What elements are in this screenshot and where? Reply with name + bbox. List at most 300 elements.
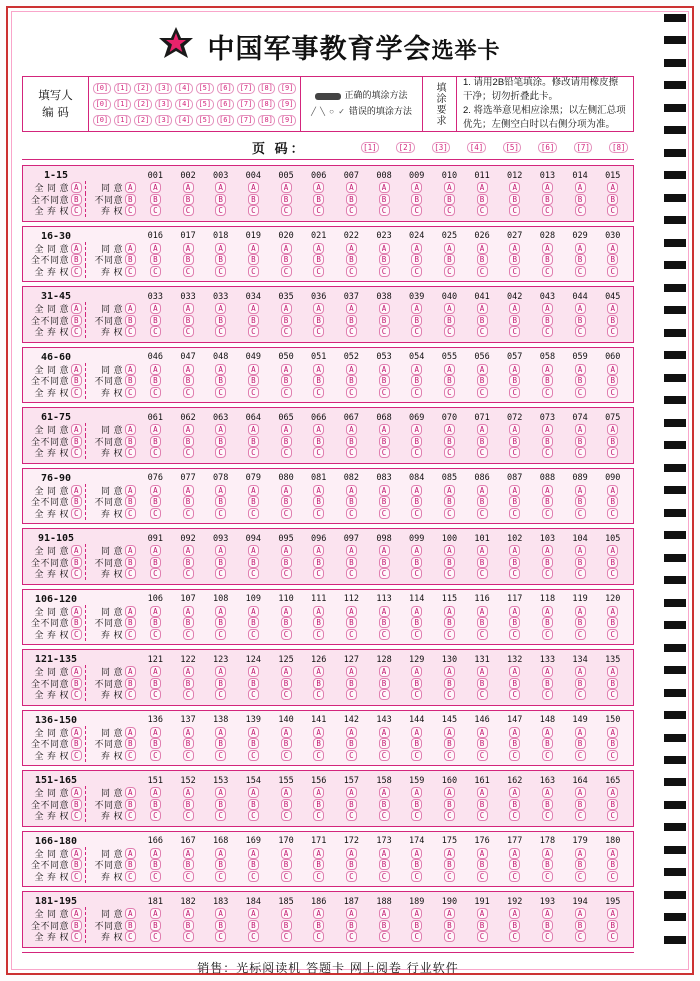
item-option-bubble[interactable]: C [125,387,136,398]
answer-bubble[interactable]: C [346,689,357,700]
summary-option-bubble[interactable]: B [71,557,82,568]
answer-bubble[interactable]: A [281,666,292,677]
answer-bubble[interactable]: A [215,666,226,677]
answer-bubble[interactable]: A [248,364,259,375]
answer-bubble[interactable]: B [346,375,357,386]
code-bubble[interactable]: [0] [93,99,111,110]
summary-option-bubble[interactable]: A [71,243,82,254]
code-bubble[interactable]: [8] [258,99,276,110]
answer-bubble[interactable]: C [313,568,324,579]
summary-option-bubble[interactable]: B [71,254,82,265]
answer-bubble[interactable]: A [607,727,618,738]
answer-bubble[interactable]: C [379,326,390,337]
page-code-bubble[interactable]: [1] [361,142,380,153]
answer-bubble[interactable]: C [542,810,553,821]
summary-option-bubble[interactable]: A [71,908,82,919]
answer-bubble[interactable]: B [346,496,357,507]
answer-bubble[interactable]: C [215,810,226,821]
item-option-bubble[interactable]: C [125,931,136,942]
answer-bubble[interactable]: A [575,182,586,193]
answer-bubble[interactable]: B [379,496,390,507]
answer-bubble[interactable]: B [346,859,357,870]
item-option-bubble[interactable]: C [125,326,136,337]
answer-bubble[interactable]: A [575,606,586,617]
answer-bubble[interactable]: C [150,750,161,761]
item-option-bubble[interactable]: A [125,908,136,919]
answer-bubble[interactable]: C [509,387,520,398]
answer-bubble[interactable]: B [444,315,455,326]
answer-bubble[interactable]: C [215,871,226,882]
answer-bubble[interactable]: A [150,606,161,617]
answer-bubble[interactable]: A [313,424,324,435]
answer-bubble[interactable]: A [575,908,586,919]
answer-bubble[interactable]: A [444,182,455,193]
answer-bubble[interactable]: B [281,678,292,689]
answer-bubble[interactable]: C [346,266,357,277]
answer-bubble[interactable]: A [281,545,292,556]
answer-bubble[interactable]: C [183,266,194,277]
summary-option-bubble[interactable]: A [71,303,82,314]
answer-bubble[interactable]: A [477,606,488,617]
summary-option-bubble[interactable]: C [71,689,82,700]
answer-bubble[interactable]: B [346,799,357,810]
answer-bubble[interactable]: C [477,387,488,398]
answer-bubble[interactable]: B [150,254,161,265]
answer-bubble[interactable]: A [379,908,390,919]
answer-bubble[interactable]: B [215,315,226,326]
answer-bubble[interactable]: A [509,908,520,919]
answer-bubble[interactable]: C [248,629,259,640]
answer-bubble[interactable]: A [411,182,422,193]
answer-bubble[interactable]: A [215,727,226,738]
answer-bubble[interactable]: B [575,738,586,749]
answer-bubble[interactable]: C [379,568,390,579]
answer-bubble[interactable]: A [183,243,194,254]
answer-bubble[interactable]: A [313,182,324,193]
answer-bubble[interactable]: B [215,557,226,568]
answer-bubble[interactable]: B [313,678,324,689]
answer-bubble[interactable]: A [183,303,194,314]
answer-bubble[interactable]: C [444,205,455,216]
answer-bubble[interactable]: C [215,568,226,579]
answer-bubble[interactable]: C [575,629,586,640]
answer-bubble[interactable]: C [346,326,357,337]
answer-bubble[interactable]: A [281,364,292,375]
answer-bubble[interactable]: C [509,266,520,277]
answer-bubble[interactable]: B [411,859,422,870]
code-bubble[interactable]: [8] [258,115,276,126]
answer-bubble[interactable]: A [248,303,259,314]
answer-bubble[interactable]: A [477,727,488,738]
answer-bubble[interactable]: C [575,266,586,277]
answer-bubble[interactable]: A [509,727,520,738]
answer-bubble[interactable]: A [542,424,553,435]
answer-bubble[interactable]: C [444,447,455,458]
summary-option-bubble[interactable]: C [71,447,82,458]
summary-option-bubble[interactable]: A [71,485,82,496]
answer-bubble[interactable]: A [313,485,324,496]
answer-bubble[interactable]: B [183,496,194,507]
answer-bubble[interactable]: B [542,920,553,931]
summary-option-bubble[interactable]: B [71,315,82,326]
answer-bubble[interactable]: A [248,485,259,496]
summary-option-bubble[interactable]: C [71,205,82,216]
answer-bubble[interactable]: B [346,315,357,326]
answer-bubble[interactable]: B [215,799,226,810]
answer-bubble[interactable]: B [379,859,390,870]
answer-bubble[interactable]: B [509,859,520,870]
answer-bubble[interactable]: C [575,205,586,216]
answer-bubble[interactable]: B [575,496,586,507]
answer-bubble[interactable]: B [444,194,455,205]
answer-bubble[interactable]: C [215,447,226,458]
answer-bubble[interactable]: B [281,617,292,628]
page-code-bubbles[interactable] [361,142,634,153]
answer-bubble[interactable]: B [444,799,455,810]
answer-bubble[interactable]: B [313,254,324,265]
answer-bubble[interactable]: B [575,920,586,931]
answer-bubble[interactable]: C [248,931,259,942]
answer-bubble[interactable]: A [542,727,553,738]
answer-bubble[interactable]: A [477,908,488,919]
answer-bubble[interactable]: C [575,387,586,398]
answer-bubble[interactable]: C [215,931,226,942]
answer-bubble[interactable]: B [346,678,357,689]
item-option-bubble[interactable]: B [125,254,136,265]
answer-bubble[interactable]: A [509,606,520,617]
answer-bubble[interactable]: B [477,678,488,689]
answer-bubble[interactable]: A [248,666,259,677]
answer-bubble[interactable]: A [575,424,586,435]
answer-bubble[interactable]: A [313,666,324,677]
answer-bubble[interactable]: C [248,326,259,337]
code-bubble[interactable]: [6] [217,99,235,110]
answer-bubble[interactable]: B [150,436,161,447]
answer-bubble[interactable]: A [379,243,390,254]
answer-bubble[interactable]: C [607,810,618,821]
answer-bubble[interactable]: B [575,678,586,689]
answer-bubble[interactable]: B [607,194,618,205]
answer-bubble[interactable]: A [346,485,357,496]
answer-bubble[interactable]: A [542,364,553,375]
answer-bubble[interactable]: A [346,182,357,193]
answer-bubble[interactable]: B [607,920,618,931]
answer-bubble[interactable]: B [411,436,422,447]
answer-bubble[interactable]: C [281,266,292,277]
answer-bubble[interactable]: C [379,689,390,700]
answer-bubble[interactable]: C [542,326,553,337]
answer-bubble[interactable]: C [411,629,422,640]
answer-bubble[interactable]: A [607,182,618,193]
answer-bubble[interactable]: C [150,326,161,337]
answer-bubble[interactable]: B [281,496,292,507]
answer-bubble[interactable]: C [281,387,292,398]
answer-bubble[interactable]: A [150,848,161,859]
answer-bubble[interactable]: C [313,871,324,882]
answer-bubble[interactable]: C [215,508,226,519]
answer-bubble[interactable]: A [313,303,324,314]
answer-bubble[interactable]: C [379,447,390,458]
answer-bubble[interactable]: B [477,194,488,205]
answer-bubble[interactable]: A [444,606,455,617]
answer-bubble[interactable]: B [150,859,161,870]
answer-bubble[interactable]: C [607,629,618,640]
answer-bubble[interactable]: B [248,375,259,386]
answer-bubble[interactable]: A [248,727,259,738]
answer-bubble[interactable]: B [215,496,226,507]
answer-bubble[interactable]: B [607,557,618,568]
answer-bubble[interactable]: B [183,859,194,870]
page-code-bubble[interactable]: [7] [574,142,593,153]
item-option-bubble[interactable]: B [125,557,136,568]
answer-bubble[interactable]: A [379,848,390,859]
answer-bubble[interactable]: B [509,799,520,810]
answer-bubble[interactable]: A [444,243,455,254]
answer-bubble[interactable]: A [542,787,553,798]
answer-bubble[interactable]: B [444,496,455,507]
answer-bubble[interactable]: B [150,496,161,507]
answer-bubble[interactable]: C [444,750,455,761]
answer-bubble[interactable]: C [346,447,357,458]
answer-bubble[interactable]: B [477,436,488,447]
answer-bubble[interactable]: A [248,606,259,617]
answer-bubble[interactable]: A [444,364,455,375]
answer-bubble[interactable]: A [607,364,618,375]
answer-bubble[interactable]: C [150,387,161,398]
answer-bubble[interactable]: B [248,617,259,628]
answer-bubble[interactable]: C [313,689,324,700]
answer-bubble[interactable]: A [444,545,455,556]
answer-bubble[interactable]: C [575,810,586,821]
answer-bubble[interactable]: A [575,666,586,677]
answer-bubble[interactable]: A [215,848,226,859]
answer-bubble[interactable]: B [379,557,390,568]
answer-bubble[interactable]: C [607,266,618,277]
answer-bubble[interactable]: B [607,799,618,810]
answer-bubble[interactable]: C [248,750,259,761]
item-option-bubble[interactable]: C [125,689,136,700]
answer-bubble[interactable]: B [379,315,390,326]
answer-bubble[interactable]: A [411,364,422,375]
answer-bubble[interactable]: C [607,750,618,761]
answer-bubble[interactable]: C [444,871,455,882]
answer-bubble[interactable]: B [411,557,422,568]
answer-bubble[interactable]: A [477,485,488,496]
answer-bubble[interactable]: B [150,738,161,749]
answer-bubble[interactable]: C [150,266,161,277]
answer-bubble[interactable]: B [215,436,226,447]
answer-bubble[interactable]: C [477,205,488,216]
answer-bubble[interactable]: C [509,689,520,700]
answer-bubble[interactable]: A [379,364,390,375]
answer-bubble[interactable]: C [607,447,618,458]
summary-option-bubble[interactable]: A [71,424,82,435]
answer-bubble[interactable]: A [248,545,259,556]
answer-bubble[interactable]: C [346,387,357,398]
item-option-bubble[interactable]: C [125,810,136,821]
answer-bubble[interactable]: B [346,557,357,568]
answer-bubble[interactable]: C [248,205,259,216]
answer-bubble[interactable]: A [575,243,586,254]
answer-bubble[interactable]: A [444,424,455,435]
item-option-bubble[interactable]: C [125,266,136,277]
answer-bubble[interactable]: B [281,375,292,386]
answer-bubble[interactable]: B [346,920,357,931]
answer-bubble[interactable]: A [183,182,194,193]
answer-bubble[interactable]: C [379,629,390,640]
answer-bubble[interactable]: A [150,364,161,375]
answer-bubble[interactable]: C [313,447,324,458]
code-bubble[interactable]: [1] [114,83,132,94]
answer-bubble[interactable]: B [607,436,618,447]
answer-bubble[interactable]: B [509,254,520,265]
answer-bubble[interactable]: A [215,485,226,496]
answer-bubble[interactable]: B [542,254,553,265]
answer-bubble[interactable]: A [150,243,161,254]
answer-bubble[interactable]: C [281,810,292,821]
answer-bubble[interactable]: A [607,485,618,496]
answer-bubble[interactable]: B [411,799,422,810]
answer-bubble[interactable]: B [542,194,553,205]
answer-bubble[interactable]: A [509,848,520,859]
answer-bubble[interactable]: C [150,810,161,821]
item-option-bubble[interactable]: B [125,436,136,447]
item-option-bubble[interactable]: A [125,848,136,859]
answer-bubble[interactable]: A [313,364,324,375]
answer-bubble[interactable]: A [607,908,618,919]
answer-bubble[interactable]: B [575,375,586,386]
answer-bubble[interactable]: A [183,727,194,738]
code-bubble[interactable]: [8] [258,83,276,94]
answer-bubble[interactable]: A [248,908,259,919]
answer-bubble[interactable]: B [183,194,194,205]
summary-option-bubble[interactable]: C [71,931,82,942]
answer-bubble[interactable]: A [281,606,292,617]
code-bubble[interactable]: [4] [175,83,193,94]
answer-bubble[interactable]: A [313,848,324,859]
summary-option-bubble[interactable]: A [71,606,82,617]
answer-bubble[interactable]: C [444,629,455,640]
answer-bubble[interactable]: C [183,750,194,761]
item-option-bubble[interactable]: B [125,194,136,205]
answer-bubble[interactable]: B [248,557,259,568]
answer-bubble[interactable]: A [346,545,357,556]
answer-bubble[interactable]: B [313,496,324,507]
answer-bubble[interactable]: B [150,315,161,326]
answer-bubble[interactable]: B [575,799,586,810]
answer-bubble[interactable]: B [575,557,586,568]
summary-option-bubble[interactable]: B [71,920,82,931]
answer-bubble[interactable]: B [379,920,390,931]
code-bubble[interactable]: [5] [196,83,214,94]
page-code-bubble[interactable]: [2] [396,142,415,153]
answer-bubble[interactable]: A [444,666,455,677]
answer-bubble[interactable]: B [477,496,488,507]
answer-bubble[interactable]: A [444,787,455,798]
item-option-bubble[interactable]: B [125,375,136,386]
answer-bubble[interactable]: A [607,848,618,859]
answer-bubble[interactable]: B [346,254,357,265]
answer-bubble[interactable]: B [477,859,488,870]
answer-bubble[interactable]: B [379,194,390,205]
answer-bubble[interactable]: A [575,787,586,798]
answer-bubble[interactable]: C [542,266,553,277]
answer-bubble[interactable]: C [509,629,520,640]
answer-bubble[interactable]: C [215,326,226,337]
answer-bubble[interactable]: C [444,266,455,277]
answer-bubble[interactable]: B [313,557,324,568]
answer-bubble[interactable]: A [575,485,586,496]
answer-bubble[interactable]: B [281,436,292,447]
item-option-bubble[interactable]: A [125,424,136,435]
answer-bubble[interactable]: C [379,508,390,519]
answer-bubble[interactable]: C [150,508,161,519]
answer-bubble[interactable]: B [150,194,161,205]
answer-bubble[interactable]: A [183,908,194,919]
answer-bubble[interactable]: C [150,871,161,882]
answer-bubble[interactable]: B [607,496,618,507]
answer-bubble[interactable]: B [542,436,553,447]
answer-bubble[interactable]: A [607,545,618,556]
answer-bubble[interactable]: A [346,424,357,435]
answer-bubble[interactable]: B [346,738,357,749]
answer-bubble[interactable]: C [248,387,259,398]
answer-bubble[interactable]: B [248,194,259,205]
summary-option-bubble[interactable]: A [71,182,82,193]
answer-bubble[interactable]: B [477,557,488,568]
answer-bubble[interactable]: A [575,364,586,375]
answer-bubble[interactable]: A [313,908,324,919]
answer-bubble[interactable]: A [281,243,292,254]
answer-bubble[interactable]: C [313,387,324,398]
answer-bubble[interactable]: A [509,545,520,556]
answer-bubble[interactable]: C [509,871,520,882]
answer-bubble[interactable]: A [313,545,324,556]
answer-bubble[interactable]: B [313,617,324,628]
answer-bubble[interactable]: A [509,364,520,375]
answer-bubble[interactable]: B [477,254,488,265]
answer-bubble[interactable]: B [444,436,455,447]
item-option-bubble[interactable]: A [125,303,136,314]
answer-bubble[interactable]: C [477,266,488,277]
answer-bubble[interactable]: C [542,387,553,398]
answer-bubble[interactable]: A [183,848,194,859]
answer-bubble[interactable]: A [477,424,488,435]
answer-bubble[interactable]: C [477,871,488,882]
answer-bubble[interactable]: A [281,303,292,314]
answer-bubble[interactable]: B [477,375,488,386]
summary-option-bubble[interactable]: C [71,568,82,579]
answer-bubble[interactable]: B [281,254,292,265]
code-bubble[interactable]: [2] [134,115,152,126]
item-option-bubble[interactable]: C [125,447,136,458]
answer-bubble[interactable]: C [183,931,194,942]
answer-bubble[interactable]: C [281,508,292,519]
summary-option-bubble[interactable]: A [71,545,82,556]
answer-bubble[interactable]: B [607,678,618,689]
answer-bubble[interactable]: C [313,750,324,761]
answer-bubble[interactable]: C [477,810,488,821]
answer-bubble[interactable]: C [346,629,357,640]
answer-bubble[interactable]: B [411,315,422,326]
code-bubble[interactable]: [7] [237,83,255,94]
answer-bubble[interactable]: B [575,315,586,326]
answer-bubble[interactable]: B [411,254,422,265]
answer-bubble[interactable]: B [575,859,586,870]
answer-bubble[interactable]: B [542,738,553,749]
answer-bubble[interactable]: C [215,387,226,398]
answer-bubble[interactable]: C [575,871,586,882]
